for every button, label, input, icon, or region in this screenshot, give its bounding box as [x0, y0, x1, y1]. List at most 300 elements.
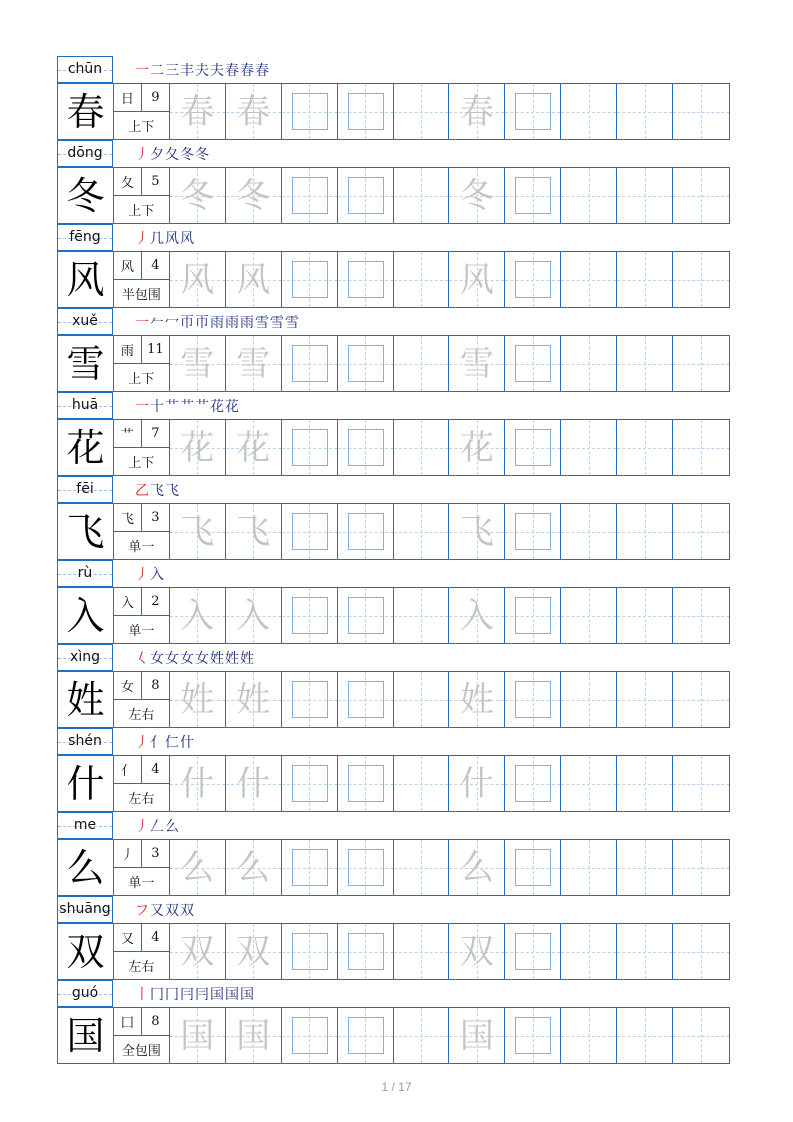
practice-cell[interactable]	[673, 588, 729, 643]
boxed-practice-cell[interactable]	[282, 756, 338, 811]
trace-character: 春	[180, 91, 215, 132]
stroke-step: 风	[180, 231, 195, 247]
stroke-step: 夫	[195, 63, 210, 79]
stroke-step: フ	[135, 903, 150, 919]
inner-box	[515, 513, 551, 550]
trace-character: 飞	[236, 511, 271, 552]
boxed-practice-cell[interactable]	[505, 336, 561, 391]
stroke-step: 丿	[135, 147, 150, 163]
guide-line-vertical	[645, 168, 646, 223]
boxed-practice-cell[interactable]	[338, 252, 394, 307]
stroke-step: 帀	[195, 315, 210, 331]
trace-cell[interactable]	[170, 336, 226, 391]
inner-box	[292, 681, 328, 718]
practice-cell[interactable]	[617, 84, 673, 139]
guide-line-vertical	[645, 84, 646, 139]
structure-type: 左右	[128, 792, 155, 807]
boxed-practice-cell[interactable]	[282, 504, 338, 559]
practice-cell[interactable]	[673, 336, 729, 391]
practice-cell[interactable]	[394, 672, 450, 727]
boxed-practice-cell[interactable]	[338, 1008, 394, 1063]
boxed-practice-cell[interactable]	[282, 924, 338, 979]
practice-cell[interactable]	[561, 504, 617, 559]
practice-cell[interactable]	[617, 756, 673, 811]
stroke-step: 双	[180, 903, 195, 919]
character-info	[114, 756, 170, 811]
pinyin-text: shuāng	[59, 901, 111, 917]
stroke-step: 丨	[135, 987, 150, 1003]
writing-row	[57, 839, 730, 896]
character-row	[57, 560, 730, 644]
structure-type: 上下	[128, 204, 155, 219]
boxed-practice-cell[interactable]	[338, 84, 394, 139]
guide-line-vertical	[645, 672, 646, 727]
page-indicator: 1 / 17	[381, 1080, 412, 1094]
trace-cell[interactable]	[449, 756, 505, 811]
inner-box	[292, 177, 328, 214]
model-character: 姓	[58, 672, 114, 727]
pinyin-text: dōng	[67, 145, 103, 161]
inner-box	[348, 849, 384, 886]
inner-box	[515, 765, 551, 802]
model-character: 双	[58, 924, 114, 979]
practice-cell[interactable]	[617, 840, 673, 895]
radical: 女	[114, 672, 142, 699]
pinyin-box	[57, 728, 113, 755]
guide-line-vertical	[421, 924, 422, 979]
pinyin-row	[57, 896, 730, 923]
stroke-order	[135, 981, 255, 1007]
stroke-step: 冬	[195, 147, 210, 163]
inner-box	[515, 429, 551, 466]
pinyin-box	[57, 560, 113, 587]
boxed-practice-cell[interactable]	[282, 840, 338, 895]
radical: 风	[114, 252, 142, 279]
practice-cell[interactable]	[561, 336, 617, 391]
guide-line-vertical	[589, 168, 590, 223]
trace-cell[interactable]	[226, 588, 282, 643]
practice-cell[interactable]	[561, 924, 617, 979]
stroke-step: 双	[165, 903, 180, 919]
character-info	[114, 252, 170, 307]
trace-cell[interactable]	[170, 420, 226, 475]
guide-line-vertical	[589, 672, 590, 727]
practice-cell[interactable]	[394, 252, 450, 307]
practice-cell[interactable]	[394, 504, 450, 559]
character-row	[57, 476, 730, 560]
pinyin-row	[57, 476, 730, 503]
practice-cell[interactable]	[561, 672, 617, 727]
trace-cell[interactable]	[226, 672, 282, 727]
radical: 日	[114, 84, 142, 111]
character-info	[114, 924, 170, 979]
character-row	[57, 308, 730, 392]
pinyin-box	[57, 896, 113, 923]
trace-character: 姓	[459, 679, 494, 720]
trace-character: 国	[180, 1015, 215, 1056]
structure-type: 左右	[128, 960, 155, 975]
stroke-step: 艹	[165, 399, 180, 415]
trace-cell[interactable]	[226, 1008, 282, 1063]
writing-row	[57, 755, 730, 812]
trace-cell[interactable]	[449, 588, 505, 643]
model-character: 花	[58, 420, 114, 475]
practice-cell[interactable]	[561, 420, 617, 475]
stroke-order	[135, 813, 180, 839]
practice-cell[interactable]	[617, 672, 673, 727]
stroke-step: 雨	[210, 315, 225, 331]
practice-cell[interactable]	[561, 588, 617, 643]
boxed-practice-cell[interactable]	[505, 588, 561, 643]
stroke-step: 国	[225, 987, 240, 1003]
character-info	[114, 672, 170, 727]
guide-line-vertical	[589, 504, 590, 559]
inner-box	[348, 681, 384, 718]
pinyin-box	[57, 224, 113, 251]
trace-cell[interactable]	[170, 84, 226, 139]
trace-character: 花	[459, 427, 494, 468]
guide-line-vertical	[645, 756, 646, 811]
boxed-practice-cell[interactable]	[505, 840, 561, 895]
trace-cell[interactable]	[170, 168, 226, 223]
pinyin-box	[57, 644, 113, 671]
practice-cell[interactable]	[673, 84, 729, 139]
practice-cell[interactable]	[617, 336, 673, 391]
trace-character: 姓	[180, 679, 215, 720]
pinyin-row	[57, 392, 730, 419]
stroke-count: 11	[147, 342, 164, 357]
trace-character: 飞	[459, 511, 494, 552]
pinyin-text: huā	[71, 397, 99, 413]
boxed-practice-cell[interactable]	[282, 588, 338, 643]
trace-cell[interactable]	[226, 84, 282, 139]
practice-cell[interactable]	[561, 168, 617, 223]
trace-cell[interactable]	[449, 1008, 505, 1063]
trace-cell[interactable]	[170, 504, 226, 559]
guide-line-vertical	[701, 252, 702, 307]
inner-box	[515, 597, 551, 634]
inner-box	[292, 513, 328, 550]
stroke-step: 春	[240, 63, 255, 79]
trace-cell[interactable]	[226, 840, 282, 895]
trace-cell[interactable]	[226, 168, 282, 223]
trace-cell[interactable]	[170, 672, 226, 727]
boxed-practice-cell[interactable]	[282, 336, 338, 391]
structure-type: 左右	[128, 708, 155, 723]
stroke-order	[135, 393, 240, 419]
practice-cell[interactable]	[394, 924, 450, 979]
trace-cell[interactable]	[170, 756, 226, 811]
stroke-step: 丿	[135, 567, 150, 583]
stroke-order	[135, 225, 195, 251]
guide-line-vertical	[645, 252, 646, 307]
guide-line-vertical	[645, 840, 646, 895]
stroke-count: 4	[151, 258, 160, 273]
trace-cell[interactable]	[449, 924, 505, 979]
practice-cell[interactable]	[673, 504, 729, 559]
inner-box	[515, 93, 551, 130]
practice-cell[interactable]	[673, 1008, 729, 1063]
stroke-step: 女	[150, 651, 165, 667]
stroke-count: 2	[151, 594, 160, 609]
pinyin-box	[57, 140, 113, 167]
trace-cell[interactable]	[449, 336, 505, 391]
inner-box	[348, 93, 384, 130]
inner-box	[292, 1017, 328, 1054]
practice-cell[interactable]	[561, 756, 617, 811]
boxed-practice-cell[interactable]	[505, 924, 561, 979]
stroke-step: 一	[135, 63, 150, 79]
radical: 艹	[114, 420, 142, 447]
boxed-practice-cell[interactable]	[505, 84, 561, 139]
inner-box	[292, 261, 328, 298]
trace-cell[interactable]	[226, 336, 282, 391]
practice-cell[interactable]	[673, 672, 729, 727]
trace-character: 入	[236, 595, 271, 636]
guide-line-vertical	[701, 420, 702, 475]
stroke-step: 女	[165, 651, 180, 667]
guide-line-vertical	[645, 420, 646, 475]
trace-cell[interactable]	[226, 420, 282, 475]
trace-character: 什	[459, 763, 494, 804]
boxed-practice-cell[interactable]	[338, 840, 394, 895]
practice-cell[interactable]	[561, 1008, 617, 1063]
boxed-practice-cell[interactable]	[505, 756, 561, 811]
practice-cell[interactable]	[617, 588, 673, 643]
structure-type: 上下	[128, 456, 155, 471]
boxed-practice-cell[interactable]	[338, 420, 394, 475]
practice-cell[interactable]	[673, 252, 729, 307]
trace-character: 春	[236, 91, 271, 132]
trace-character: 春	[459, 91, 494, 132]
inner-box	[292, 933, 328, 970]
trace-character: 花	[180, 427, 215, 468]
structure-type: 单一	[128, 876, 155, 891]
radical: 亻	[114, 756, 142, 783]
trace-cell[interactable]	[226, 252, 282, 307]
trace-cell[interactable]	[449, 420, 505, 475]
stroke-step: 𡿨	[135, 651, 150, 667]
practice-cell[interactable]	[673, 168, 729, 223]
trace-character: 花	[236, 427, 271, 468]
practice-cell[interactable]	[617, 924, 673, 979]
trace-character: 双	[236, 931, 271, 972]
stroke-step: 冃	[195, 987, 210, 1003]
stroke-step: 乙	[135, 483, 150, 499]
practice-cell[interactable]	[394, 84, 450, 139]
structure-type: 全包围	[121, 1044, 161, 1059]
boxed-practice-cell[interactable]	[338, 336, 394, 391]
trace-character: 雪	[236, 343, 271, 384]
practice-cell[interactable]	[561, 840, 617, 895]
trace-cell[interactable]	[170, 1008, 226, 1063]
stroke-step: 飞	[165, 483, 180, 499]
boxed-practice-cell[interactable]	[338, 756, 394, 811]
pinyin-row	[57, 56, 730, 83]
stroke-order	[135, 477, 180, 503]
stroke-step: 丰	[180, 63, 195, 79]
radical: 囗	[114, 1008, 142, 1035]
inner-box	[515, 1017, 551, 1054]
character-info	[114, 336, 170, 391]
character-row	[57, 728, 730, 812]
model-character: 什	[58, 756, 114, 811]
model-character: 风	[58, 252, 114, 307]
stroke-step: 姓	[240, 651, 255, 667]
trace-cell[interactable]	[226, 924, 282, 979]
inner-box	[515, 177, 551, 214]
radical: 丿	[114, 840, 142, 867]
stroke-count: 4	[151, 930, 160, 945]
stroke-step: 帀	[180, 315, 195, 331]
boxed-practice-cell[interactable]	[282, 84, 338, 139]
stroke-step: 十	[150, 399, 165, 415]
model-character: 飞	[58, 504, 114, 559]
guide-line-vertical	[589, 84, 590, 139]
inner-box	[348, 597, 384, 634]
trace-cell[interactable]	[170, 840, 226, 895]
practice-cell[interactable]	[394, 588, 450, 643]
trace-cell[interactable]	[226, 504, 282, 559]
guide-line-vertical	[421, 672, 422, 727]
trace-cell[interactable]	[226, 756, 282, 811]
boxed-practice-cell[interactable]	[505, 504, 561, 559]
guide-line-vertical	[421, 420, 422, 475]
boxed-practice-cell[interactable]	[338, 504, 394, 559]
guide-line-vertical	[701, 672, 702, 727]
practice-cell[interactable]	[617, 1008, 673, 1063]
practice-cell[interactable]	[394, 840, 450, 895]
practice-cell[interactable]	[394, 168, 450, 223]
pinyin-box	[57, 392, 113, 419]
pinyin-text: me	[73, 817, 97, 833]
stroke-step: 姓	[225, 651, 240, 667]
trace-character: 风	[459, 259, 494, 300]
inner-box	[515, 261, 551, 298]
practice-cell[interactable]	[561, 84, 617, 139]
boxed-practice-cell[interactable]	[282, 672, 338, 727]
writing-row	[57, 671, 730, 728]
character-row	[57, 56, 730, 140]
stroke-step: 冂	[165, 987, 180, 1003]
inner-box	[348, 513, 384, 550]
stroke-step: 冃	[180, 987, 195, 1003]
guide-line-vertical	[421, 84, 422, 139]
stroke-step: 艹	[180, 399, 195, 415]
stroke-order	[135, 645, 255, 671]
practice-cell[interactable]	[617, 168, 673, 223]
boxed-practice-cell[interactable]	[282, 420, 338, 475]
practice-cell[interactable]	[673, 924, 729, 979]
practice-cell[interactable]	[617, 252, 673, 307]
stroke-step: 夫	[210, 63, 225, 79]
guide-line-vertical	[421, 252, 422, 307]
guide-line-vertical	[589, 924, 590, 979]
trace-cell[interactable]	[449, 840, 505, 895]
guide-line-vertical	[589, 840, 590, 895]
inner-box	[292, 345, 328, 382]
structure-type: 单一	[128, 624, 155, 639]
practice-cell[interactable]	[394, 336, 450, 391]
stroke-step: 一	[135, 399, 150, 415]
trace-character: 姓	[236, 679, 271, 720]
practice-cell[interactable]	[673, 420, 729, 475]
radical: 入	[114, 588, 142, 615]
trace-cell[interactable]	[449, 252, 505, 307]
trace-cell[interactable]	[449, 504, 505, 559]
guide-line-vertical	[589, 1008, 590, 1063]
pinyin-box	[57, 980, 113, 1007]
guide-line-vertical	[645, 924, 646, 979]
boxed-practice-cell[interactable]	[282, 168, 338, 223]
stroke-step: 么	[165, 819, 180, 835]
pinyin-text: fēng	[69, 229, 101, 245]
trace-character: 双	[459, 931, 494, 972]
boxed-practice-cell[interactable]	[505, 420, 561, 475]
stroke-step: 三	[165, 63, 180, 79]
trace-cell[interactable]	[170, 252, 226, 307]
character-row	[57, 980, 730, 1064]
boxed-practice-cell[interactable]	[505, 252, 561, 307]
trace-cell[interactable]	[449, 168, 505, 223]
inner-box	[515, 681, 551, 718]
practice-cell[interactable]	[617, 420, 673, 475]
trace-cell[interactable]	[170, 588, 226, 643]
boxed-practice-cell[interactable]	[338, 672, 394, 727]
pinyin-row	[57, 140, 730, 167]
practice-cell[interactable]	[617, 504, 673, 559]
pinyin-text: xuě	[72, 313, 98, 329]
practice-cell[interactable]	[673, 840, 729, 895]
stroke-step: 艹	[195, 399, 210, 415]
guide-line-vertical	[589, 336, 590, 391]
stroke-step: 丿	[135, 231, 150, 247]
boxed-practice-cell[interactable]	[505, 672, 561, 727]
boxed-practice-cell[interactable]	[505, 1008, 561, 1063]
inner-box	[515, 849, 551, 886]
boxed-practice-cell[interactable]	[338, 588, 394, 643]
boxed-practice-cell[interactable]	[282, 1008, 338, 1063]
boxed-practice-cell[interactable]	[505, 168, 561, 223]
character-info	[114, 840, 170, 895]
trace-character: 入	[180, 595, 215, 636]
pinyin-text: rù	[77, 565, 93, 581]
practice-cell[interactable]	[561, 252, 617, 307]
stroke-count: 7	[151, 426, 160, 441]
practice-cell[interactable]	[673, 756, 729, 811]
practice-cell[interactable]	[394, 420, 450, 475]
practice-cell[interactable]	[394, 756, 450, 811]
trace-cell[interactable]	[170, 924, 226, 979]
stroke-step: 𠃋	[150, 819, 165, 835]
trace-cell[interactable]	[449, 84, 505, 139]
writing-row	[57, 503, 730, 560]
inner-box	[292, 93, 328, 130]
trace-cell[interactable]	[449, 672, 505, 727]
guide-line-vertical	[645, 336, 646, 391]
character-row	[57, 140, 730, 224]
boxed-practice-cell[interactable]	[338, 924, 394, 979]
practice-cell[interactable]	[394, 1008, 450, 1063]
boxed-practice-cell[interactable]	[338, 168, 394, 223]
stroke-step: 雪	[255, 315, 270, 331]
boxed-practice-cell[interactable]	[282, 252, 338, 307]
stroke-order	[135, 561, 165, 587]
guide-line-vertical	[589, 420, 590, 475]
writing-row	[57, 923, 730, 980]
pinyin-row	[57, 728, 730, 755]
stroke-step: 二	[150, 63, 165, 79]
